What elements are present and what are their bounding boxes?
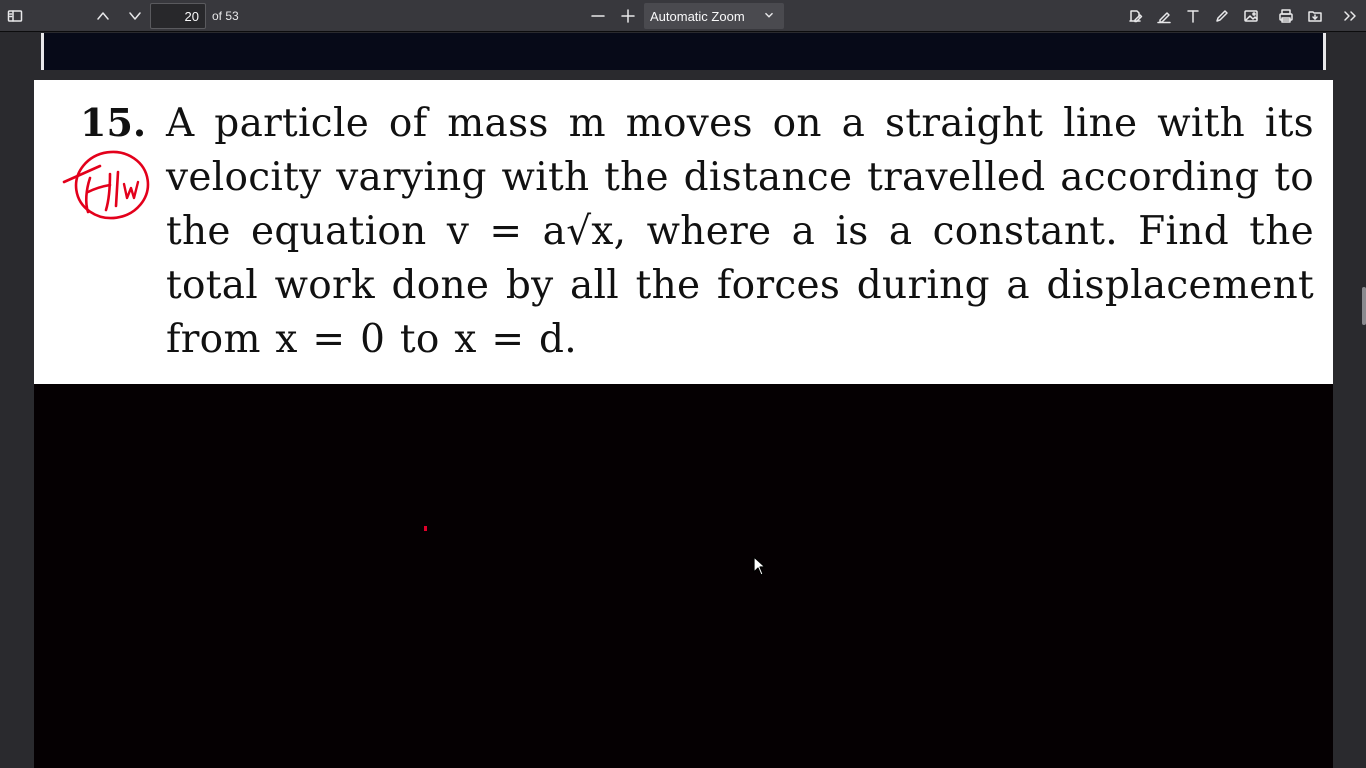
- previous-page-fragment: [34, 33, 1333, 70]
- next-page-button[interactable]: [122, 3, 148, 29]
- previous-page-icon: [95, 8, 111, 24]
- text-button[interactable]: [1180, 3, 1206, 29]
- print-icon: [1278, 8, 1294, 24]
- save-icon: [1307, 8, 1323, 24]
- pdf-toolbar: [0, 0, 1366, 32]
- image-button[interactable]: [1238, 3, 1264, 29]
- chevron-down-icon: [762, 8, 776, 25]
- page-content-dark: [34, 384, 1333, 768]
- image-icon: [1243, 8, 1259, 24]
- next-page-icon: [127, 8, 143, 24]
- highlight-icon: [1156, 8, 1172, 24]
- page-number-input[interactable]: [150, 3, 206, 29]
- mouse-pointer-icon: [753, 556, 767, 576]
- zoom-select-value: Automatic Zoom: [650, 8, 745, 24]
- save-button[interactable]: [1302, 3, 1328, 29]
- handwritten-hw-annotation: [60, 148, 155, 228]
- draw-icon: [1214, 8, 1230, 24]
- print-button[interactable]: [1273, 3, 1299, 29]
- sidebar-toggle-icon: [7, 8, 23, 24]
- pdf-page: [34, 80, 1333, 384]
- document-viewer[interactable]: [0, 33, 1366, 768]
- stamp-button[interactable]: [1122, 3, 1148, 29]
- page-count-label: of 53: [212, 9, 239, 23]
- zoom-out-button[interactable]: [585, 3, 611, 29]
- question-number: 15.: [80, 100, 147, 145]
- zoom-in-icon: [620, 8, 636, 24]
- sidebar-toggle-button[interactable]: [2, 3, 28, 29]
- stamp-icon: [1127, 8, 1143, 24]
- zoom-out-icon: [590, 8, 606, 24]
- text-icon: [1185, 8, 1201, 24]
- previous-page-button[interactable]: [90, 3, 116, 29]
- highlight-button[interactable]: [1151, 3, 1177, 29]
- vertical-scrollbar[interactable]: [1362, 287, 1366, 325]
- question-text: A particle of mass m moves on a straight line with its velocity varying with the distance travelled according to the equation v = a√x, where a is a constant. Find the total work done by all the forces during a displacement from x = 0 to x = d.: [166, 101, 1314, 362]
- zoom-select[interactable]: [644, 3, 784, 29]
- tools-menu-icon: [1342, 8, 1358, 24]
- draw-button[interactable]: [1209, 3, 1235, 29]
- zoom-in-button[interactable]: [615, 3, 641, 29]
- tools-menu-button[interactable]: [1337, 3, 1363, 29]
- red-mark: [424, 526, 427, 531]
